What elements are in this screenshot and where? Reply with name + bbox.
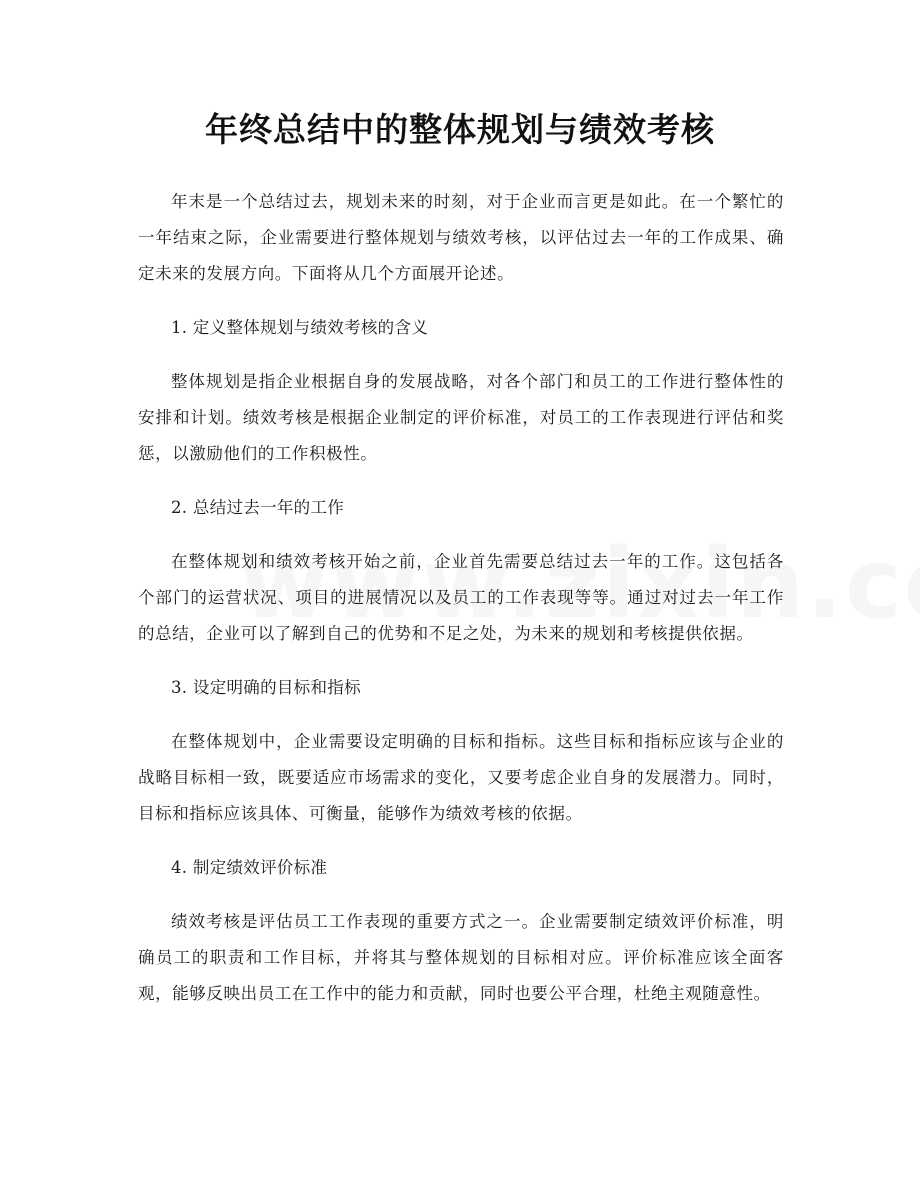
section-paragraph-3: 在整体规划中，企业需要设定明确的目标和指标。这些目标和指标应该与企业的战略目标相一致，既要适应市场需求的变化，又要考虑企业自身的发展潜力。同时，目标和指标应该具体、可衡量，能够作为绩效考核的依据。 [138,732,784,823]
section-heading-2: 2. 总结过去一年的工作 [171,498,345,517]
section-paragraph-4: 绩效考核是评估员工工作表现的重要方式之一。企业需要制定绩效评价标准，明确员工的职责和工作目标，并将其与整体规划的目标相对应。评价标准应该全面客观，能够反映出员工在工作中的能力和贡献，同时也要公平合理，杜绝主观随意性。 [138,912,784,1003]
section-paragraph-1: 整体规划是指企业根据自身的发展战略，对各个部门和员工的工作进行整体性的安排和计划。绩效考核是根据企业制定的评价标准，对员工的工作表现进行评估和奖惩，以激励他们的工作积极性。 [138,372,784,463]
section-paragraph-2: 在整体规划和绩效考核开始之前，企业首先需要总结过去一年的工作。这包括各个部门的运营状况、项目的进展情况以及员工的工作表现等等。通过对过去一年工作的总结，企业可以了解到自己的优势和不足之处，为未来的规划和考核提供依据。 [138,552,784,643]
document-body [138,184,784,1030]
section-heading-3: 3. 设定明确的目标和指标 [171,678,361,697]
document-title: 年终总结中的整体规划与绩效考核 [205,110,715,149]
intro-paragraph: 年末是一个总结过去，规划未来的时刻，对于企业而言更是如此。在一个繁忙的一年结束之际，企业需要进行整体规划与绩效考核，以评估过去一年的工作成果、确定未来的发展方向。下面将从几个方面展开论述。 [138,192,784,283]
section-heading-1: 1. 定义整体规划与绩效考核的含义 [171,318,429,337]
section-heading-4: 4. 制定绩效评价标准 [171,858,328,877]
